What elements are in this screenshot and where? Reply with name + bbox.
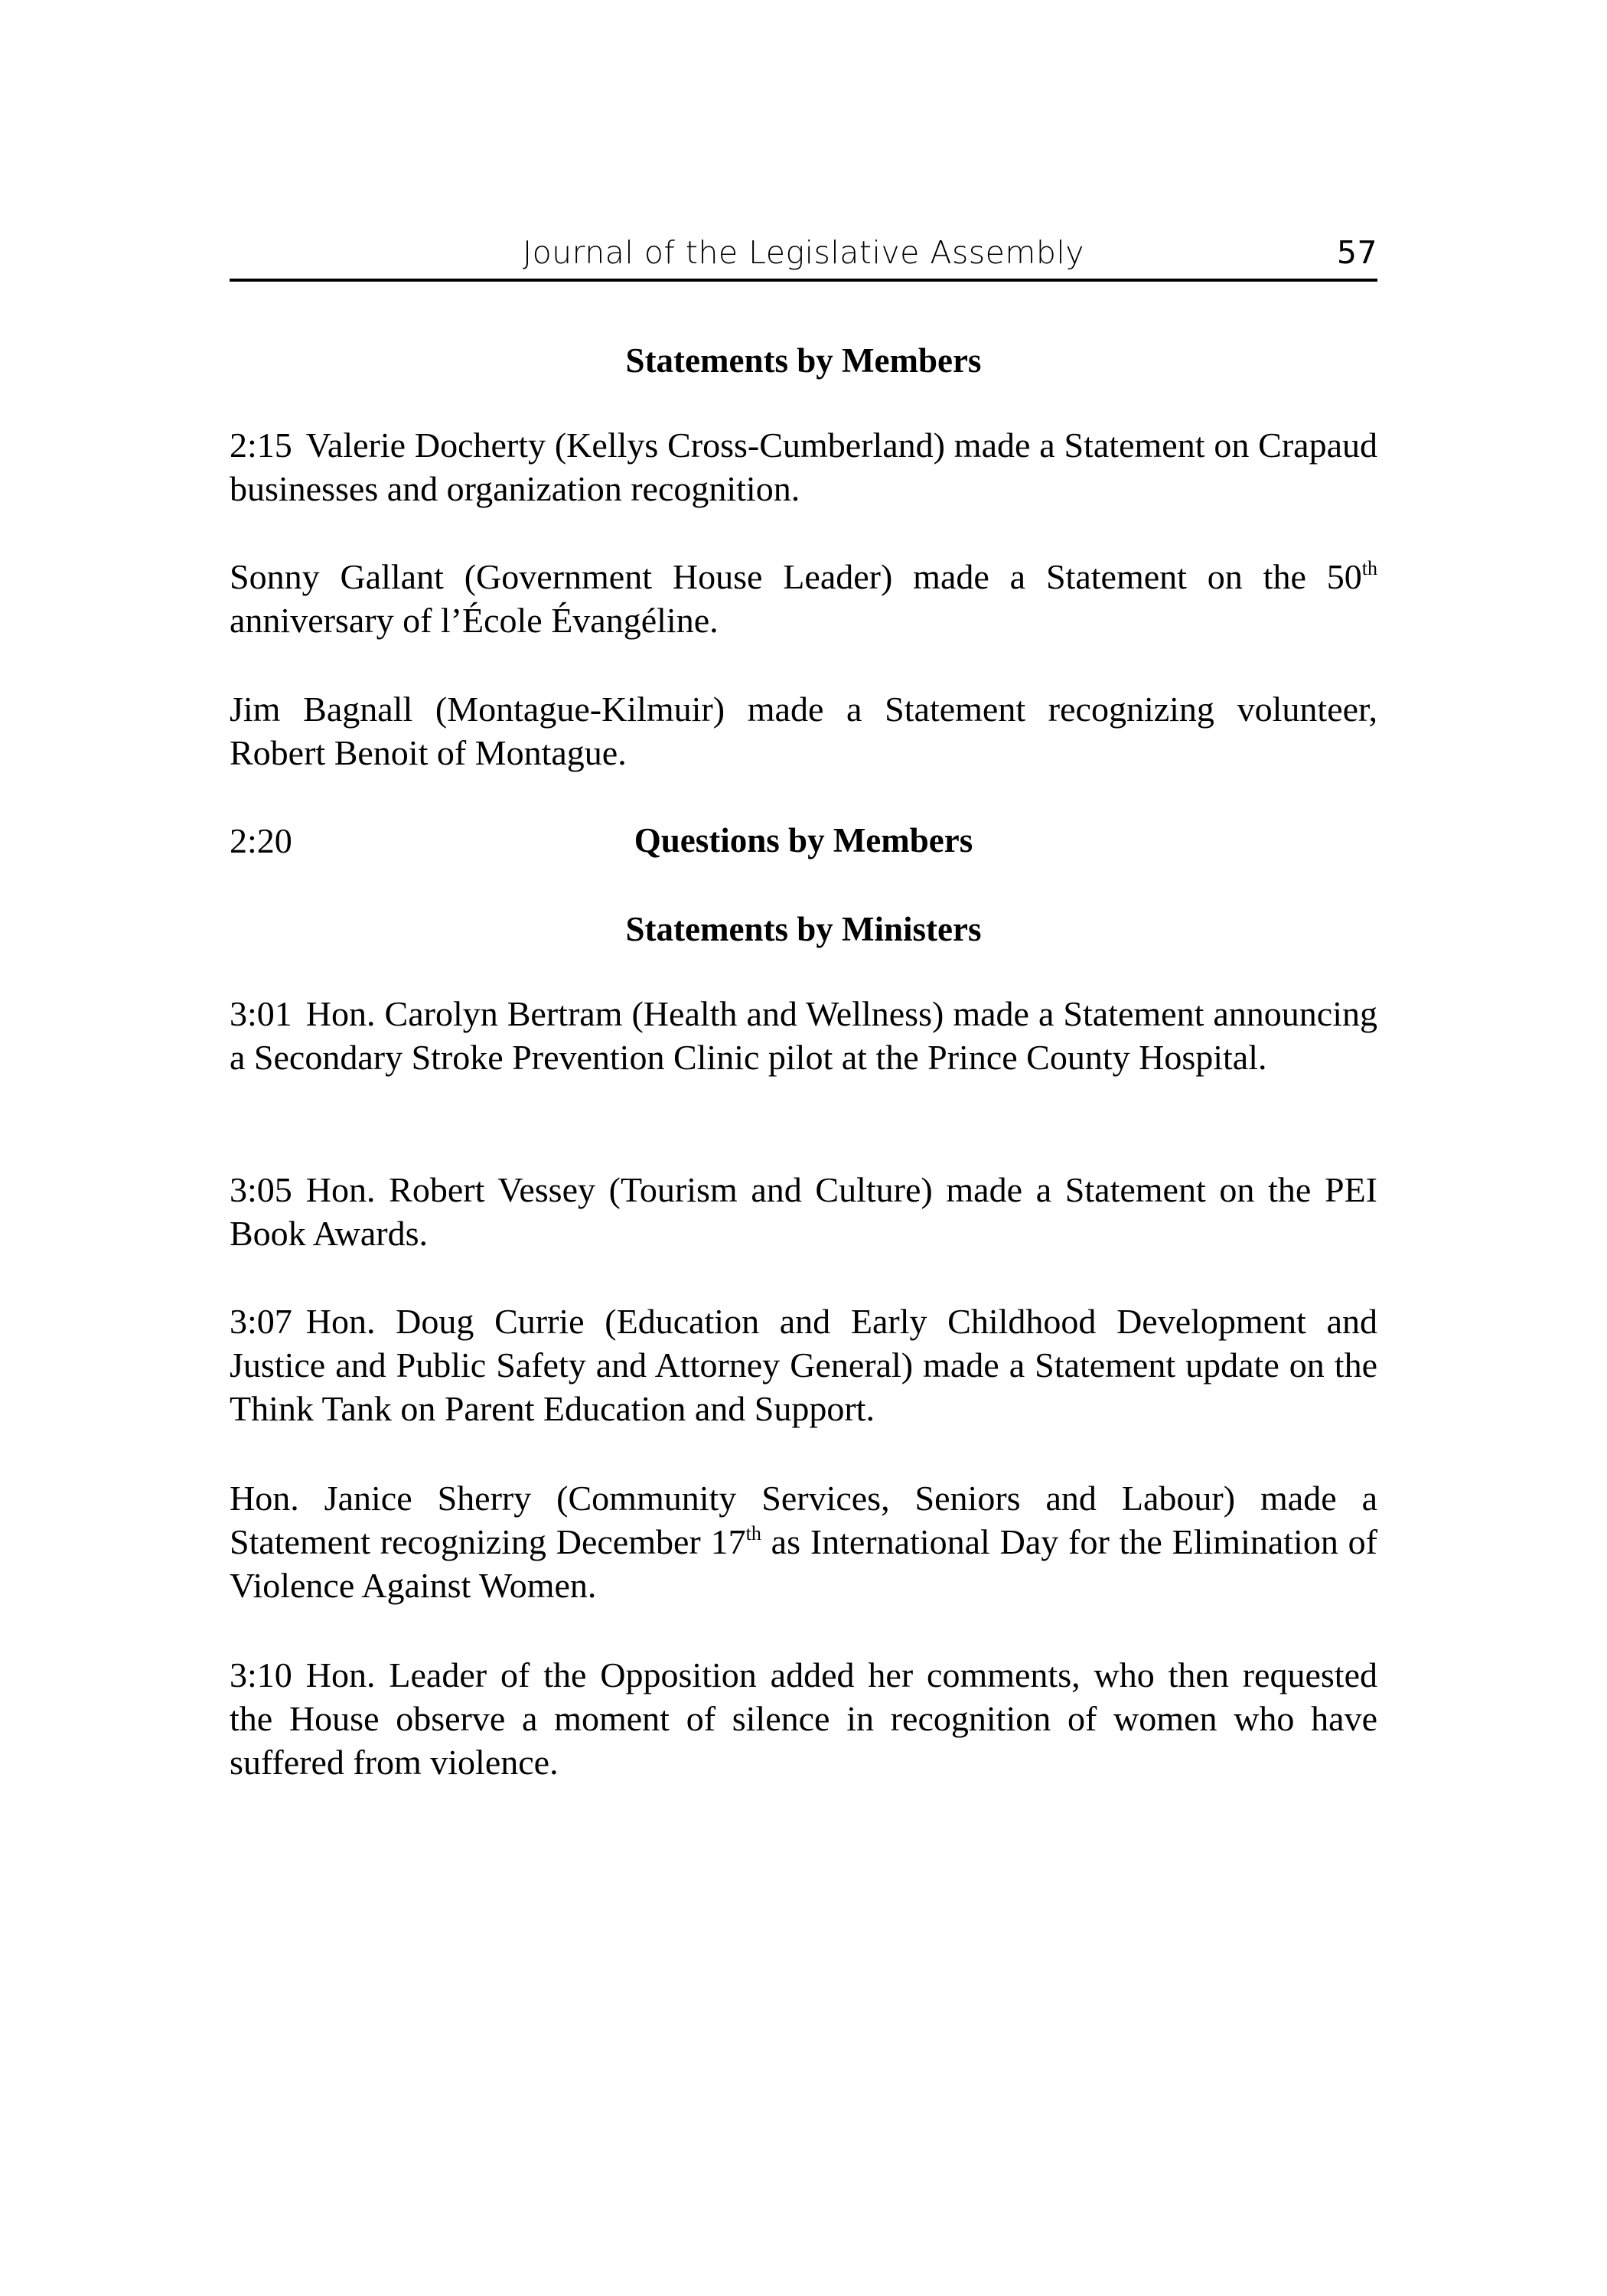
paragraph-currie-statement <box>230 1300 1377 1430</box>
paragraph-gallant-statement <box>230 555 1377 642</box>
heading-questions-by-members: Questions by Members <box>634 821 973 859</box>
entry-text: Hon. Robert Vessey (Tourism and Culture) made a Statement on the PEI Book Awards. <box>230 1170 1377 1253</box>
entry-text-start: Hon. Janice Sherry (Community Services, Seniors and Labour) made a Statement recognizing December 17 <box>230 1479 1377 1561</box>
entry-text: Jim Bagnall (Montague-Kilmuir) made a Statement recognizing volunteer, Robert Benoit of Montague. <box>230 690 1377 772</box>
entry-time: 3:05 <box>230 1170 292 1209</box>
ordinal-suffix: th <box>745 1522 761 1544</box>
entry-text-end: as International Day for the Elimination of Violence Against Women. <box>230 1522 1377 1605</box>
ordinal-suffix: th <box>1361 557 1377 579</box>
entry-time: 3:10 <box>230 1655 292 1694</box>
paragraph-bagnall-statement <box>230 687 1377 775</box>
entry-time: 3:01 <box>230 994 292 1033</box>
questions-time: 2:20 <box>230 821 292 860</box>
paragraph-opposition-comments <box>230 1653 1377 1784</box>
entry-text-end: anniversary of l’École Évangéline. <box>230 601 719 640</box>
heading-statements-by-ministers: Statements by Ministers <box>625 910 982 948</box>
entry-text-start: Sonny Gallant (Government House Leader) made a Statement on the 50 <box>230 557 1362 596</box>
paragraph-docherty-statement <box>230 423 1377 510</box>
entry-text: Hon. Doug Currie (Education and Early Childhood Development and Justice and Public Safety and Attorney General) made a Statement update on the Think Tank on Parent Education and Support. <box>230 1302 1377 1428</box>
entry-text: Valerie Docherty (Kellys Cross-Cumberland) made a Statement on Crapaud businesses and organization recognition. <box>230 426 1377 508</box>
entry-text: Hon. Carolyn Bertram (Health and Wellness) made a Statement announcing a Secondary Stroke Prevention Clinic pilot at the Prince County Hospital. <box>230 994 1377 1077</box>
page-number: 57 <box>1336 234 1377 271</box>
journal-title: Journal of the Legislative Assembly <box>522 234 1085 271</box>
heading-statements-by-members: Statements by Members <box>625 341 982 380</box>
entry-text: Hon. Leader of the Opposition added her comments, who then requested the House observe a moment of silence in recognition of women who have suffered from violence. <box>230 1655 1377 1782</box>
paragraph-sherry-statement <box>230 1476 1377 1607</box>
entry-time: 2:15 <box>230 426 292 465</box>
paragraph-bertram-statement <box>230 992 1377 1079</box>
running-header <box>230 230 1377 282</box>
paragraph-vessey-statement <box>230 1168 1377 1255</box>
entry-time: 3:07 <box>230 1302 292 1341</box>
